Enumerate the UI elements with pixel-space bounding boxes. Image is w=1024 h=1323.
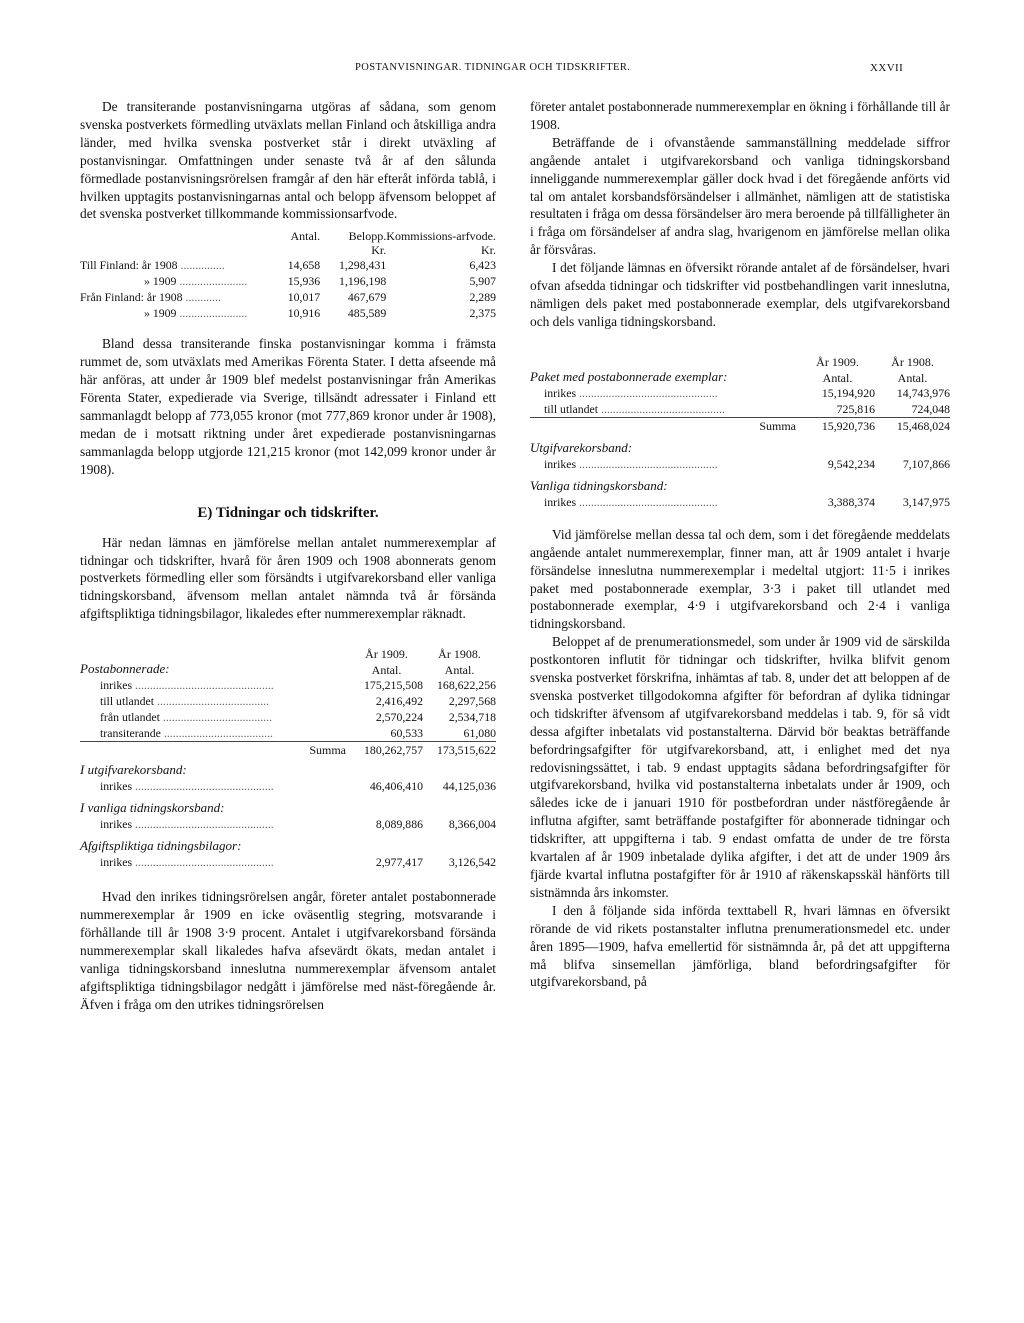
paragraph-texttabell: I den å följande sida införda texttabell R, hvari lämnas en öfversikt rörande de vid rikets postanstalter influtna prenumerationsmedel etc. under åren 1895—1909, hafva emellertid för sistnämnda år, på det att uppgifterna må blifva sinsemellan jämförliga, bland befordringsafgifter för utgifvarekorsband, på	[530, 902, 950, 990]
paragraph-continued: företer antalet postabonnerade nummerexemplar en ökning i förhållande till år 1908.	[530, 99, 950, 132]
table-row: transiterande ..................................... 60,533 61,080	[100, 726, 496, 741]
paragraph-prenumeration: Beloppet af de prenumerationsmedel, som under år 1909 vid de särskilda postkontoren influtit för tidningar och tidskrifter, hvilka blifvit genom svenska postverket förskrifna, inhämtas af tab. 8, under det att beloppen af de svenska postverket tillgodokomna afgifter för befordran af dylika tidningar och tidskrifter äfvensom af utgifvarekorsband meddelas i tab. 9, för så vidt dessa afgifter inbetalats vid postanstalterna. Därvid bör beaktas beträffande befordringsafgifter för utgifvarekorsband, att, i enlighet med det nya redovisningssättet, i tab. 9 endast upptagits sådana befordringsafgifter för utgifvarekorsband, hvilka vid postanstalterna inbetalats under år 1909, och således icke de i januari 1910 för postbefordran under nästföregående år influtna afgifter, samt beträffande postafgifter för abonnerade tidningar och tidskrifter, att uppgifterna i tab. 9 endast omfatta de under de tre första kvartalen af år 1909 inbetalade dylika afgifter, i det att de under 1909 års fjärde kvartal influtna postafgifter för år 1910 af räkenskapsskäl hänförts till sistnämnda års inkomster.	[530, 634, 950, 900]
table-row: till utlandet ...................................... 2,416,492 2,297,568	[100, 694, 496, 709]
paragraph-jamforelse: Här nedan lämnas en jämförelse mellan antalet nummerexemplar af tidningar och tidskrifter, hvarå för åren 1909 och 1908 abonnerats genom postverkets förmedling eller som försändts i utgifvarekorsband eller vanliga tidningskorsband, äfvensom mellan antalet nämnda två år försända afgiftspliktiga tidningsbilagor, likaledes efter nummerexemplar räknadt.	[80, 534, 496, 622]
nummerexemplar-table: År 1909. År 1908. Postabonnerade: Antal. Antal. inrikes ............................................... 175,215,508 168,622,256 till utlandet ...................................... 2,416,492 2,297,568 från utlandet ..................................... 2,570,224 2,534,718 transiterande ..................................... 60,533 61,080 Summa 180,262,757 173,515,622 I utgifvarekorsband: inrikes ............................................... 46,406,410 44,125,036 I vanliga tidningskorsband: inrikes ............................................... 8,089,886 8,366,004 Afgiftspliktiga tidningsbilagor: inrikes ............................................... 2,977,417 3,126,542	[80, 647, 496, 870]
table-row: inrikes ............................................... 9,542,234 7,107,866	[544, 456, 950, 471]
table-row: inrikes ............................................... 175,215,508 168,622,256	[100, 678, 496, 693]
paragraph-oversikt: I det följande lämnas en öfversikt rörande antalet af de försändelser, hvari ofvan afsedda tidningar och tidskrifter vid postbehandlingen varit inneslutna, nämligen dels paket med postabonnerade exemplar, dels utgifvarekorsband och dels vanliga tidningskorsband.	[530, 260, 950, 329]
group-label: Vanliga tidningskorsband:	[530, 477, 668, 493]
group-label: Paket med postabonnerade exemplar:	[530, 368, 728, 384]
left-column	[80, 98, 496, 1013]
paragraph-transiterande: De transiterande postanvisningarna utgöras af sådana, som genom svenska postverkets förmedling utväxlats mellan Finland och åtskilliga andra länder, med hvilka svenska postverket står i direkt utväxling af postanvisningar. Omfattningen under senaste två år af den sålunda förmedlade postanvisningsrörelsen framgår af den här efteråt införda tablå, i hvilken upptagits postanvisningarnas antal och belopp äfvensom beloppet af det svenska postverket tillkommande kommissionsarfvode.	[80, 99, 496, 222]
table-row: » 1909 ....................... 15,936 1,196,198 5,907	[144, 274, 496, 289]
paragraph-inrikes: Hvad den inrikes tidningsrörelsen angår, företer antalet postabonnerade nummerexemplar år 1909 en icke oväsentlig stegring, motsvarande i förhållande till år 1908 3·9 procent. Antalet i utgifvarekorsband försända nummerexemplar skall likaledes hafva afsevärdt ökats, medan antalet i vanliga tidningskorsband inneslutna nummerexemplar äfvensom antalet afgiftspliktiga tidningsbilagor nedgått i jämförelse med näst-föregående år. Äfven i fråga om den utrikes tidningsrörelsen	[80, 889, 496, 1012]
table-row: inrikes ............................................... 46,406,410 44,125,036	[100, 779, 496, 794]
group-label: Utgifvarekorsband:	[530, 439, 633, 455]
col-arfvode: Kommissions-arfvode.	[386, 229, 496, 244]
col-antal: Antal.	[290, 229, 321, 244]
paragraph-amerika: Bland dessa transiterande finska postanvisningar komma i främsta rummet de, som utväxlats med Amerikas Förenta Stater. I detta afseende må här anföras, att under år 1909 blef medelst postanvisningar från Amerikas Förenta Stater, expedierade via Sverige, tillsändt adressater i Finland ett sammanlagdt belopp af 773,055 kronor (mot 777,869 kronor under år 1908), medan de i motsatt riktning under året expedierade postanvisningarnas sammanlagda belopp utgjorde 121,215 kronor (mot 142,099 kronor under år 1908).	[80, 336, 496, 477]
unit-kr: Kr.	[371, 243, 387, 258]
group-label: Postabonnerade:	[80, 661, 170, 677]
running-title: POSTANVISNINGAR. TIDNINGAR OCH TIDSKRIFTER.	[355, 62, 631, 73]
table-row: inrikes ............................................... 2,977,417 3,126,542	[100, 855, 496, 870]
group-label: I vanliga tidningskorsband:	[80, 800, 225, 816]
forsandelser-table: År 1909. År 1908. Paket med postabonnerade exemplar: Antal. Antal. inrikes ............................................... 15,194,920 14,743,976 till utlandet .......................................... 725,816 724,048 Summa 15,920,736 15,468,024 Utgifvarekorsband: inrikes ............................................... 9,542,234 7,107,866 Vanliga tidningskorsband: inrikes ............................................... 3,388,374 3,147,975	[530, 354, 950, 509]
page-number: XXVII	[870, 62, 904, 74]
summa-row: Summa 15,920,736 15,468,024	[530, 417, 950, 434]
paragraph-beträffande: Beträffande de i ofvanstående sammanställning meddelade siffror angående antalet i utgifvarekorsband och vanliga tidningskorsband inneliggande nummerexemplar gäller dock hvad i det föregående anförts vid tal om antalet korsbandsförsändelser i allmänhet, nämligen att de statistiska resultaten i fråga om dessa försändelser äro mera beroende på tillfälligheter än i fråga om försändelser af andra slag, hvarigenom en jämförelse mellan olika år försvåras.	[530, 134, 950, 258]
right-column	[530, 98, 950, 991]
unit-kr: Kr.	[481, 243, 496, 258]
finland-table	[80, 229, 496, 321]
table-row: Till Finland: år 1908 ............... 14,658 1,298,431 6,423	[80, 258, 496, 273]
paragraph-medeltal: Vid jämförelse mellan dessa tal och dem, som i det föregående meddelats angående antalet nummerexemplar, finner man, att år 1909 antalet i hvarje försändelse inneslutna nummerexemplar i medeltal utgjort: 11·5 i inrikes paket med postabonnerade exemplar, 3·3 i paket till utlandet med postabonnerade exemplar, 4·9 i utgifvarekorsband och 2·4 i vanliga tidningskorsband.	[530, 526, 950, 632]
section-heading: E) Tidningar och tidskrifter.	[197, 504, 379, 521]
col-belopp: Belopp.	[348, 229, 387, 244]
table-row: » 1909 ....................... 10,916 485,589 2,375	[144, 306, 496, 321]
group-label: Afgiftspliktiga tidningsbilagor:	[80, 838, 242, 854]
table-row: inrikes ............................................... 3,388,374 3,147,975	[544, 494, 950, 509]
table-row: från utlandet ..................................... 2,570,224 2,534,718	[100, 710, 496, 725]
table-row: inrikes ............................................... 15,194,920 14,743,976	[544, 385, 950, 400]
summa-row: Summa 180,262,757 173,515,622	[80, 742, 496, 759]
table-row: Från Finland: år 1908 ............ 10,017 467,679 2,289	[80, 290, 496, 305]
table-row: till utlandet .......................................... 725,816 724,048	[544, 401, 950, 416]
table-row: inrikes ............................................... 8,089,886 8,366,004	[100, 817, 496, 832]
group-label: I utgifvarekorsband:	[80, 762, 187, 778]
